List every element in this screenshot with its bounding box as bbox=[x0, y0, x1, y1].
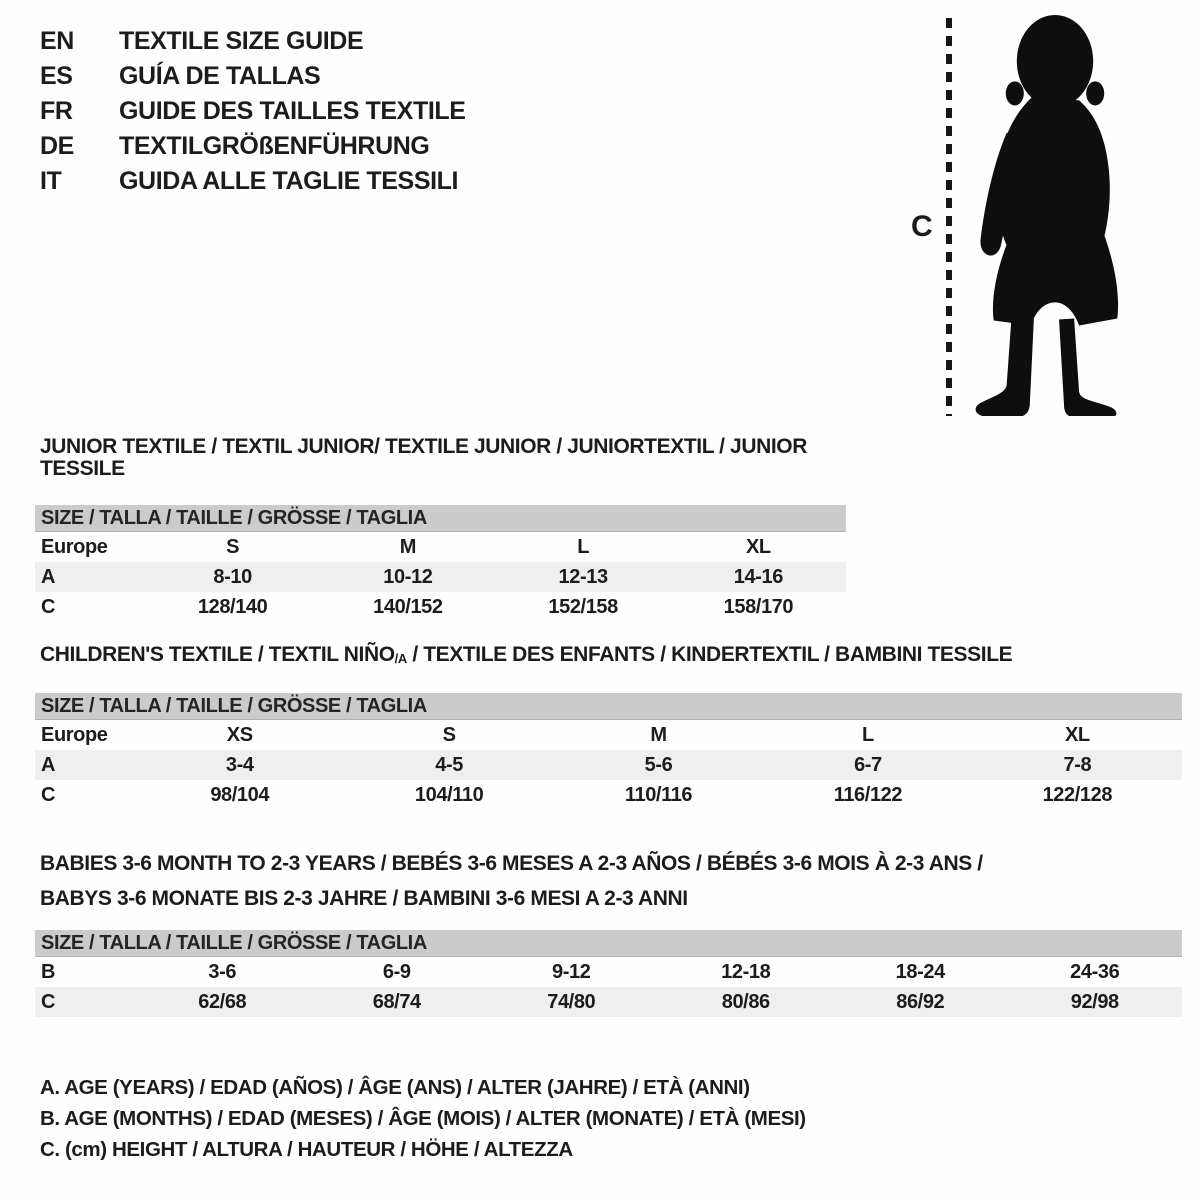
junior-size-table bbox=[35, 505, 846, 622]
row-label: C bbox=[41, 783, 56, 806]
language-title: GUIDA ALLE TAGLIE TESSILI bbox=[119, 167, 459, 195]
table-row bbox=[35, 532, 846, 562]
toddler-silhouette bbox=[966, 14, 1148, 416]
row-label: A bbox=[41, 753, 56, 776]
size-cell: 3-4 bbox=[225, 753, 254, 776]
size-cell: 128/140 bbox=[197, 595, 268, 618]
size-cell: 5-6 bbox=[644, 753, 673, 776]
size-cell: 152/158 bbox=[548, 595, 618, 618]
children-title-part: / TEXTILE DES ENFANTS / KINDERTEXTIL / BAMBINI TESSILE bbox=[406, 643, 1013, 666]
size-cell: 116/122 bbox=[833, 783, 903, 806]
size-table-header: SIZE / TALLA / TAILLE / GRÖSSE / TAGLIA bbox=[35, 505, 846, 532]
table-row bbox=[35, 720, 1182, 750]
language-row bbox=[40, 59, 466, 94]
children-section-title bbox=[35, 644, 1182, 668]
table-row bbox=[35, 562, 846, 592]
row-label: B bbox=[41, 960, 56, 983]
language-code: EN bbox=[40, 27, 74, 55]
size-cell: 6-7 bbox=[854, 753, 882, 776]
language-row bbox=[40, 94, 466, 129]
size-cell: 18-24 bbox=[895, 960, 945, 983]
size-cell: 86/92 bbox=[896, 990, 945, 1013]
table-row bbox=[35, 957, 1182, 987]
size-cell: 122/128 bbox=[1042, 783, 1113, 806]
size-cell: 104/110 bbox=[414, 783, 484, 806]
junior-section bbox=[35, 436, 846, 622]
language-code: IT bbox=[40, 167, 62, 195]
size-cell: 12-13 bbox=[558, 565, 608, 588]
language-header bbox=[40, 24, 466, 199]
row-label: C bbox=[41, 595, 56, 618]
language-title: TEXTILE SIZE GUIDE bbox=[119, 27, 364, 55]
children-size-table bbox=[35, 693, 1182, 810]
measure-label-c: C bbox=[911, 210, 933, 243]
height-measure-dashed-line bbox=[946, 18, 952, 416]
size-cell: 80/86 bbox=[721, 990, 770, 1013]
table-row bbox=[35, 987, 1182, 1017]
babies-title-line1: BABIES 3-6 MONTH TO 2-3 YEARS / BEBÉS 3-6 MESES A 2-3 AÑOS / BÉBÉS 3-6 MOIS À 2-3 ANS / bbox=[40, 852, 983, 875]
children-title-part: CHILDREN'S TEXTILE / TEXTIL NIÑO bbox=[40, 643, 395, 666]
size-cell: S bbox=[442, 723, 456, 746]
language-row bbox=[40, 129, 466, 164]
row-label: A bbox=[41, 565, 56, 588]
size-cell: 8-10 bbox=[213, 565, 252, 588]
size-cell: 6-9 bbox=[382, 960, 411, 983]
size-cell: XL bbox=[1064, 723, 1090, 746]
size-cell: M bbox=[399, 535, 416, 558]
size-cell: 4-5 bbox=[435, 753, 463, 776]
children-title-subscript: /A bbox=[394, 651, 407, 667]
size-cell: 9-12 bbox=[552, 960, 591, 983]
size-table-header: SIZE / TALLA / TAILLE / GRÖSSE / TAGLIA bbox=[35, 693, 1182, 720]
size-table-header: SIZE / TALLA / TAILLE / GRÖSSE / TAGLIA bbox=[35, 930, 1182, 957]
language-code: DE bbox=[40, 132, 74, 160]
row-label: Europe bbox=[41, 535, 108, 558]
legend-age-months: B. AGE (MONTHS) / EDAD (MESES) / ÂGE (MOIS) / ALTER (MONATE) / ETÀ (MESI) bbox=[40, 1107, 806, 1130]
babies-section bbox=[35, 846, 1182, 1017]
junior-section-title: JUNIOR TEXTILE / TEXTIL JUNIOR/ TEXTILE JUNIOR / JUNIORTEXTIL / JUNIOR TESSILE bbox=[40, 435, 807, 480]
row-label: C bbox=[41, 990, 56, 1013]
language-title: GUÍA DE TALLAS bbox=[119, 62, 321, 90]
size-cell: 68/74 bbox=[372, 990, 421, 1013]
size-cell: XL bbox=[745, 535, 771, 558]
language-title: TEXTILGRÖßENFÜHRUNG bbox=[119, 132, 430, 160]
measurement-legend bbox=[40, 1072, 806, 1165]
size-cell: 92/98 bbox=[1070, 990, 1119, 1013]
size-cell: 14-16 bbox=[733, 565, 783, 588]
size-cell: L bbox=[577, 535, 590, 558]
size-cell: 140/152 bbox=[373, 595, 443, 618]
babies-title-line2: BABYS 3-6 MONATE BIS 2-3 JAHRE / BAMBINI 3-6 MESI A 2-3 ANNI bbox=[40, 887, 688, 910]
size-cell: XS bbox=[226, 723, 253, 746]
language-title: GUIDE DES TAILLES TEXTILE bbox=[119, 97, 466, 125]
language-row bbox=[40, 164, 466, 199]
size-cell: L bbox=[862, 723, 874, 746]
language-code: ES bbox=[40, 62, 73, 90]
size-cell: S bbox=[226, 535, 240, 558]
size-cell: 98/104 bbox=[210, 783, 270, 806]
legend-height-cm: C. (cm) HEIGHT / ALTURA / HAUTEUR / HÖHE / ALTEZZA bbox=[40, 1138, 573, 1161]
size-cell: 7-8 bbox=[1063, 753, 1092, 776]
row-label: Europe bbox=[41, 723, 108, 746]
size-cell: 12-18 bbox=[721, 960, 771, 983]
size-cell: M bbox=[650, 723, 667, 746]
babies-section-title bbox=[35, 846, 1182, 916]
babies-size-table bbox=[35, 930, 1182, 1017]
legend-age-years: A. AGE (YEARS) / EDAD (AÑOS) / ÂGE (ANS) / ALTER (JAHRE) / ETÀ (ANNI) bbox=[40, 1076, 750, 1099]
size-cell: 74/80 bbox=[547, 990, 596, 1013]
language-code: FR bbox=[40, 97, 73, 125]
size-cell: 10-12 bbox=[383, 565, 433, 588]
language-row bbox=[40, 24, 466, 59]
size-cell: 24-36 bbox=[1070, 960, 1120, 983]
table-row bbox=[35, 750, 1182, 780]
table-row bbox=[35, 780, 1182, 810]
size-cell: 110/116 bbox=[624, 783, 693, 806]
size-cell: 158/170 bbox=[723, 595, 794, 618]
table-row bbox=[35, 592, 846, 622]
size-cell: 62/68 bbox=[198, 990, 247, 1013]
size-cell: 3-6 bbox=[208, 960, 237, 983]
children-section bbox=[35, 644, 1182, 810]
